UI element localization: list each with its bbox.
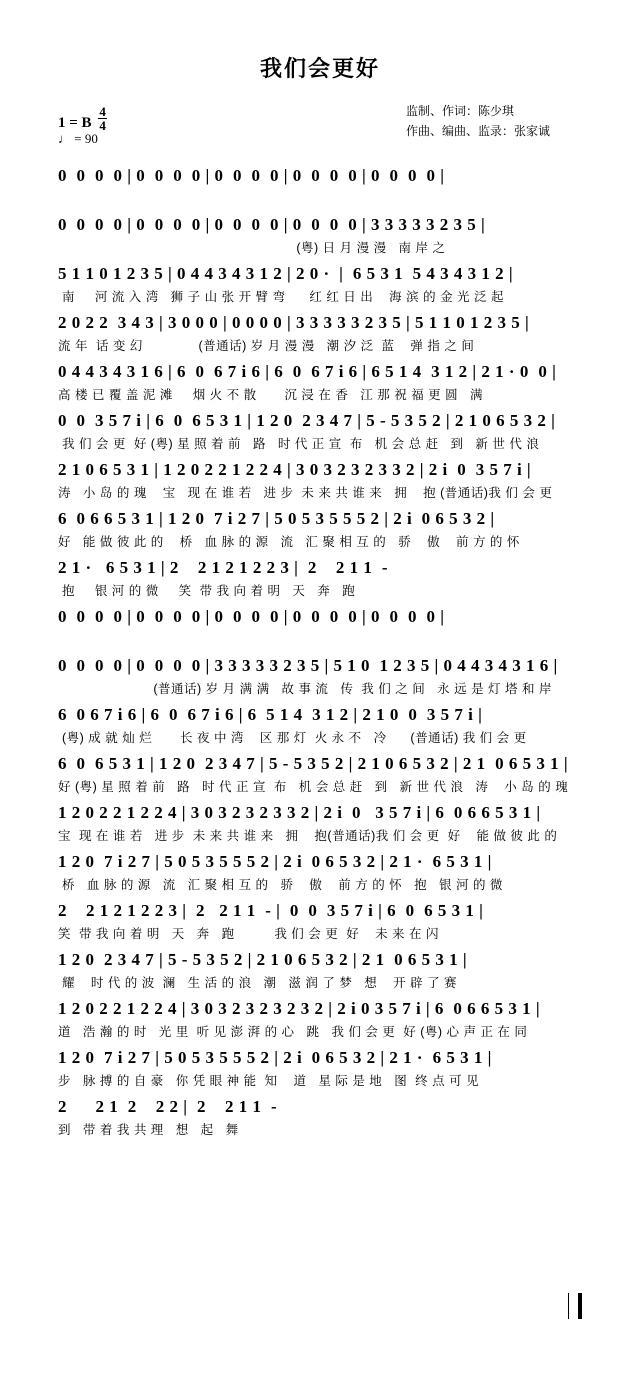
system-row xyxy=(58,604,582,650)
notation-line: 1 2 0 2 2 1 2 2 4 | 3 0 3 2 3 2 3 3 2 | 2 i 0 3 5 7 i | 6 0 6 6 5 3 1 | xyxy=(58,803,541,822)
lyrics-line: (粤) 成 就 灿 烂 长 夜 中 湾 区 那 灯 火 永 不 冷 (普通话) 我 们 会 更 xyxy=(58,731,527,745)
lyrics-line: 笑 带 我 向 着 明 天 奔 跑 我 们 会 更 好 未 来 在 闪 xyxy=(58,927,439,941)
final-barline xyxy=(568,1293,582,1319)
notation-line: 2 2 1 2 1 2 2 3 | 2 2 1 1 - | 0 0 3 5 7 i | 6 0 6 5 3 1 | xyxy=(58,901,484,920)
notation-line: 0 0 0 0 | 0 0 0 0 | 3 3 3 3 3 2 3 5 | 5 1 0 1 2 3 5 | 0 4 4 3 4 3 1 6 | xyxy=(58,656,558,675)
lyrics-line xyxy=(58,189,582,209)
lyrics-line: 抱 银 河 的 微 笑 带 我 向 着 明 天 奔 跑 xyxy=(58,584,356,598)
time-signature-denominator: 4 xyxy=(99,118,106,133)
notation-line: 1 2 0 2 2 1 2 2 4 | 3 0 3 2 3 2 3 2 3 2 | 2 i 0 3 5 7 i | 6 0 6 6 5 3 1 | xyxy=(58,999,541,1018)
key-signature-label: 1 = B xyxy=(58,115,92,131)
system-row xyxy=(58,408,582,454)
system-row xyxy=(58,555,582,601)
lyrics-line: 南 河 流 入 湾 狮 子 山 张 开 臂 弯 红 红 日 出 海 滨 的 金 光 泛 起 xyxy=(58,290,504,304)
lyrics-line: 道 浩 瀚 的 时 光 里 听 见 澎 湃 的 心 跳 我 们 会 更 好 (粤) 心 声 正 在 同 xyxy=(58,1025,528,1039)
notation-line: 2 1 · 6 5 3 1 | 2 2 1 2 1 2 2 3 | 2 2 1 1 - xyxy=(58,558,389,577)
lyrics-line: 我 们 会 更 好 (粤) 星 照 着 前 路 时 代 正 宣 布 机 会 总 赶 到 新 世 代 浪 xyxy=(58,437,540,451)
lyrics-line: (普通话) 岁 月 满 满 故 事 流 传 我 们 之 间 永 远 是 灯 塔 和 岸 xyxy=(58,682,552,696)
notation-line: 5 1 1 0 1 2 3 5 | 0 4 4 3 4 3 1 2 | 2 0 · | 6 5 3 1 5 4 3 4 3 1 2 | xyxy=(58,264,514,283)
tempo-marking: ♩ = 90 xyxy=(58,131,98,146)
music-body xyxy=(0,163,640,1140)
system-row xyxy=(58,849,582,895)
system-row xyxy=(58,457,582,503)
time-signature-numerator: 4 xyxy=(99,104,106,119)
notation-line: 2 1 0 6 5 3 1 | 1 2 0 2 2 1 2 2 4 | 3 0 3 2 3 2 3 3 2 | 2 i 0 3 5 7 i | xyxy=(58,460,532,479)
notation-line: 0 0 0 0 | 0 0 0 0 | 0 0 0 0 | 0 0 0 0 | 0 0 0 0 | xyxy=(58,607,445,626)
notation-line: 0 4 4 3 4 3 1 6 | 6 0 6 7 i 6 | 6 0 6 7 i 6 | 6 5 1 4 3 1 2 | 2 1 · 0 0 | xyxy=(58,362,557,381)
system-row xyxy=(58,996,582,1042)
notation-line: 1 2 0 7 i 2 7 | 5 0 5 3 5 5 5 2 | 2 i 0 6 5 3 2 | 2 1 · 6 5 3 1 | xyxy=(58,1048,492,1067)
notation-line: 6 0 6 6 5 3 1 | 1 2 0 7 i 2 7 | 5 0 5 3 5 5 5 2 | 2 i 0 6 5 3 2 | xyxy=(58,509,495,528)
system-row xyxy=(58,702,582,748)
system-row xyxy=(58,506,582,552)
credit-line-2: 作曲、编曲、监录：张家诚 xyxy=(405,124,550,138)
notation-line: 0 0 0 0 | 0 0 0 0 | 0 0 0 0 | 0 0 0 0 | 3 3 3 3 3 2 3 5 | xyxy=(58,215,486,234)
notation-line: 1 2 0 7 i 2 7 | 5 0 5 3 5 5 5 2 | 2 i 0 6 5 3 2 | 2 1 · 6 5 3 1 | xyxy=(58,852,492,871)
lyrics-line: 耀 时 代 的 波 澜 生 活 的 浪 潮 滋 润 了 梦 想 开 辟 了 赛 xyxy=(58,976,458,990)
page-title: 我们会更好 xyxy=(259,56,380,81)
system-row xyxy=(58,1094,582,1140)
lyrics-line: 流 年 话 变 幻 (普通话) 岁 月 漫 漫 潮 汐 泛 蓝 弹 指 之 间 xyxy=(58,339,475,353)
system-row xyxy=(58,653,582,699)
lyrics-line: 高 楼 已 覆 盖 泥 滩 烟 火 不 散 沉 浸 在 香 江 那 祝 福 更 圆 满 xyxy=(58,388,484,402)
system-row xyxy=(58,1045,582,1091)
system-row xyxy=(58,310,582,356)
time-signature xyxy=(98,105,107,132)
lyrics-line xyxy=(58,630,582,650)
system-row xyxy=(58,163,582,209)
credits-block xyxy=(406,101,550,141)
system-row xyxy=(58,261,582,307)
system-row xyxy=(58,947,582,993)
system-row xyxy=(58,898,582,944)
system-row xyxy=(58,751,582,797)
system-row xyxy=(58,800,582,846)
lyrics-line: 步 脉 搏 的 自 豪 你 凭 眼 神 能 知 道 星 际 是 地 图 终 点 可 见 xyxy=(58,1074,480,1088)
notation-line: 2 0 2 2 3 4 3 | 3 0 0 0 | 0 0 0 0 | 3 3 3 3 3 2 3 5 | 5 1 1 0 1 2 3 5 | xyxy=(58,313,530,332)
lyrics-line: 好 (粤) 星 照 着 前 路 时 代 正 宣 布 机 会 总 赶 到 新 世 代 浪 涛 小 岛 的 瑰 xyxy=(58,780,569,794)
header-info xyxy=(0,105,640,161)
lyrics-line: 到 带 着 我 共 理 想 起 舞 xyxy=(58,1123,239,1137)
notation-line: 0 0 0 0 | 0 0 0 0 | 0 0 0 0 | 0 0 0 0 | 0 0 0 0 | xyxy=(58,166,445,185)
system-row xyxy=(58,359,582,405)
lyrics-line: 涛 小 岛 的 瑰 宝 现 在 谁 若 进 步 未 来 共 谁 来 拥 抱 (普通话)我 们 会 更 xyxy=(58,486,553,500)
lyrics-line: 宝 现 在 谁 若 进 步 未 来 共 谁 来 拥 抱(普通话)我 们 会 更 好 能 做 彼 此 的 xyxy=(58,829,558,843)
notation-line: 0 0 3 5 7 i | 6 0 6 5 3 1 | 1 2 0 2 3 4 7 | 5 - 5 3 5 2 | 2 1 0 6 5 3 2 | xyxy=(58,411,556,430)
credit-line-1: 监制、作词：陈少琪 xyxy=(405,104,514,118)
system-row xyxy=(58,212,582,258)
lyrics-line: (粤) 日 月 漫 漫 南 岸 之 xyxy=(58,241,446,255)
key-signature xyxy=(58,105,107,132)
notation-line: 1 2 0 2 3 4 7 | 5 - 5 3 5 2 | 2 1 0 6 5 3 2 | 2 1 0 6 5 3 1 | xyxy=(58,950,468,969)
lyrics-line: 好 能 做 彼 此 的 桥 血 脉 的 源 流 汇 聚 相 互 的 骄 傲 前 方 的 怀 xyxy=(58,535,520,549)
notation-line: 6 0 6 7 i 6 | 6 0 6 7 i 6 | 6 5 1 4 3 1 2 | 2 1 0 0 3 5 7 i | xyxy=(58,705,483,724)
notation-line: 2 2 1 2 2 2 | 2 2 1 1 - xyxy=(58,1097,278,1116)
notation-line: 6 0 6 5 3 1 | 1 2 0 2 3 4 7 | 5 - 5 3 5 2 | 2 1 0 6 5 3 2 | 2 1 0 6 5 3 1 | xyxy=(58,754,569,773)
lyrics-line: 桥 血 脉 的 源 流 汇 聚 相 互 的 骄 傲 前 方 的 怀 抱 银 河 的 微 xyxy=(58,878,503,892)
